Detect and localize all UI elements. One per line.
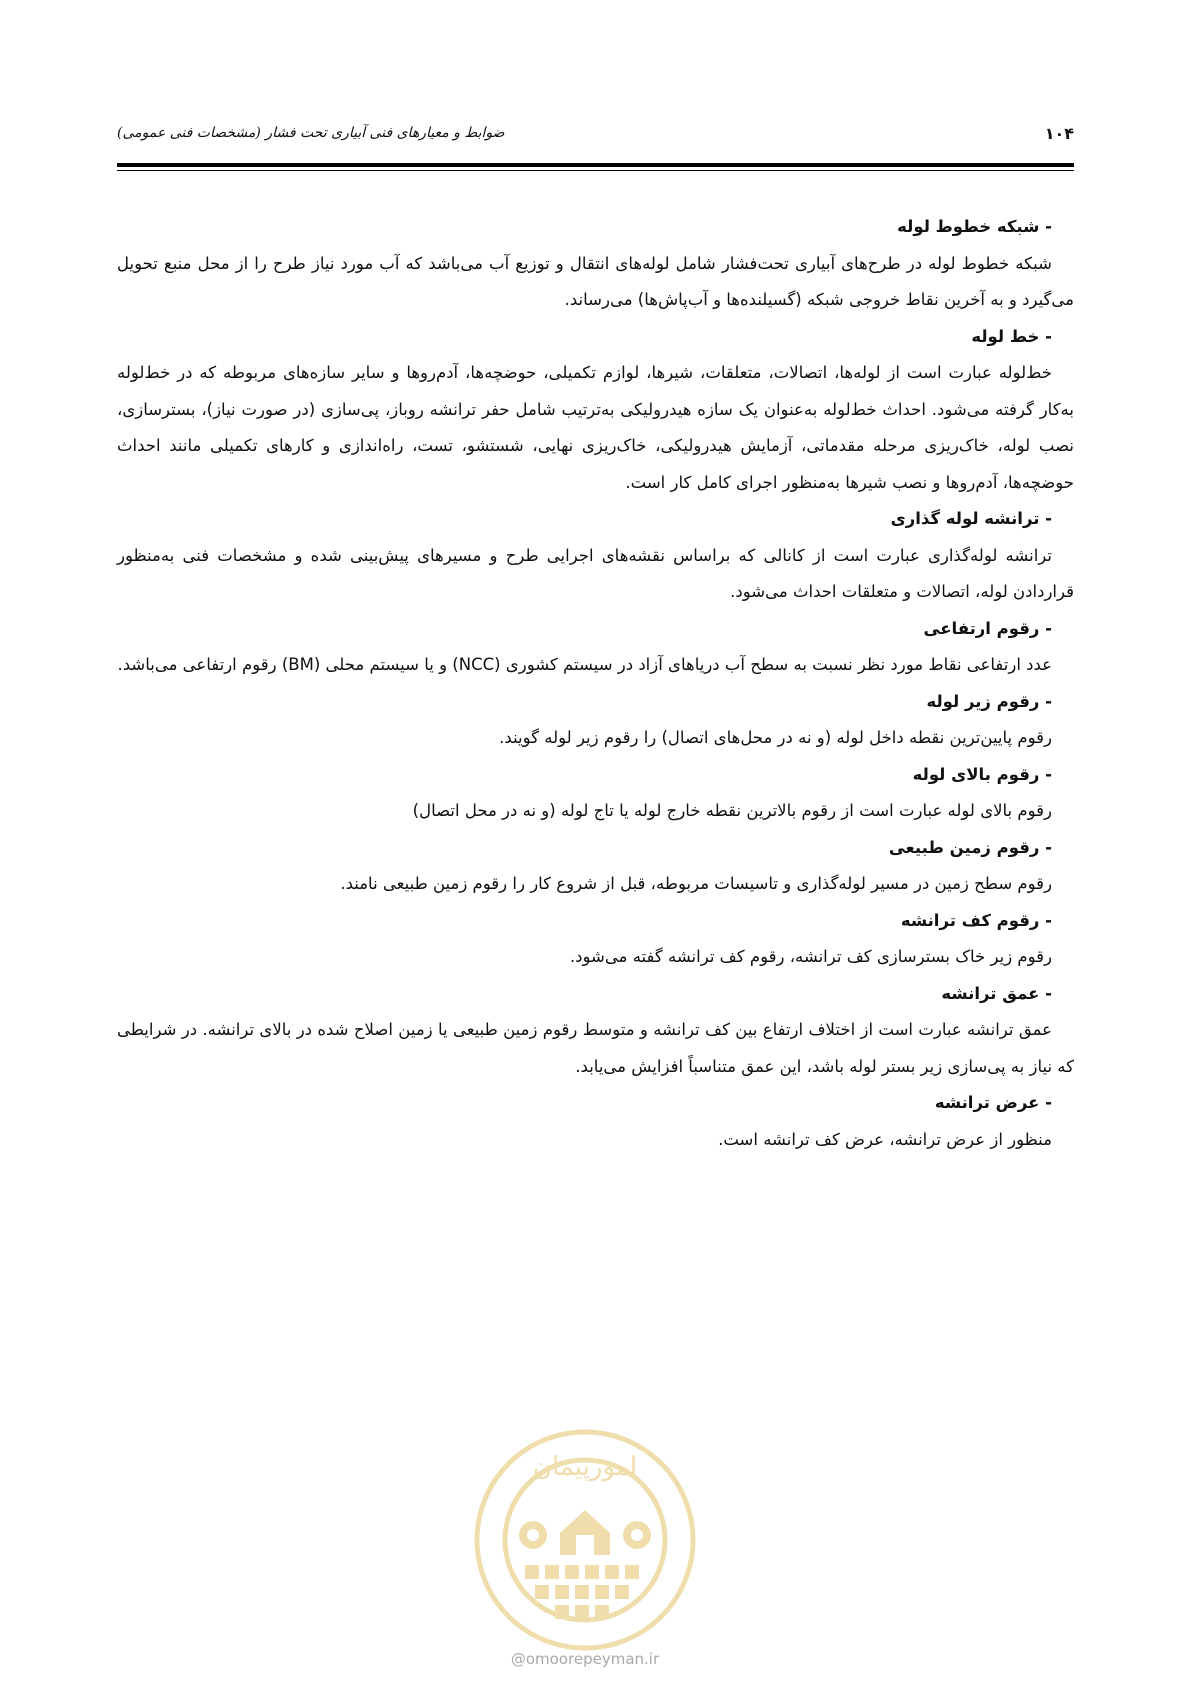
at-sign-icon: @ <box>510 1650 526 1668</box>
section-paragraph: شبکه خطوط لوله در طرح‌های آبیاری تحت‌فشار شامل لوله‌های انتقال و توزیع آب می‌باشد که آب مورد نیاز طرح را از محل منبع تحویل می‌گیرد و به آخرین نقاط خروجی شبکه (گسیلنده‌ها و آب‌پاش‌ها) می‌رساند. <box>117 253 1074 309</box>
header-rule-thin <box>117 170 1074 171</box>
watermark-site-text: omoorepeyman.ir <box>525 1650 660 1668</box>
section-paragraph: رقوم سطح زمین در مسیر لوله‌گذاری و تاسیسات مربوطه، قبل از شروع کار را رقوم زمین طبیعی نامند. <box>340 874 1052 893</box>
document-body <box>117 209 1074 1158</box>
section-heading: - رقوم زمین طبیعی <box>888 837 1052 857</box>
section-paragraph: عدد ارتفاعی نقاط مورد نظر نسبت به سطح آب دریاهای آزاد در سیستم کشوری (NCC) و یا سیستم محلی (BM) رقوم ارتفاعی می‌باشد. <box>117 655 1052 674</box>
watermark-site <box>482 1650 688 1668</box>
section-paragraph: منظور از عرض ترانشه، عرض کف ترانشه است. <box>718 1129 1052 1149</box>
section-heading: - رقوم کف ترانشه <box>900 910 1052 930</box>
section-heading: - ترانشه لوله گذاری <box>890 509 1052 528</box>
running-title: ضوابط و معیارهای فنی آبیاری تحت فشار (مشخصات فنی عمومی) <box>117 125 505 141</box>
section-heading: - خط لوله <box>971 326 1052 346</box>
section-paragraph: خط‌لوله عبارت است از لوله‌ها، اتصالات، متعلقات، شیرها، لوازم تکمیلی، حوضچه‌ها، آدم‌روها و سایر سازه‌های مربوطه که در خط‌لوله به‌کار گرفته می‌شود. احداث خط‌لوله به‌عنوان یک سازه هیدرولیکی به‌ترتیب شامل حفر ترانشه روباز، پی‌سازی (در صورت نیاز)، بسترسازی، نصب لوله، خاک‌ریزی مرحله مقدماتی، آزمایش هیدرولیکی، خاک‌ریزی نهایی، شستشو، تست، راه‌اندازی و کارهای تکمیلی مانند احداث حوضچه‌ها، آدم‌روها و نصب شیرها به‌منظور اجرای کامل کار است. <box>117 363 1074 492</box>
page-header <box>117 118 1074 148</box>
section-heading: - رقوم زیر لوله <box>926 691 1052 711</box>
section-paragraph: رقوم بالای لوله عبارت است از رقوم بالاترین نقطه خارج لوله یا تاج لوله (و نه در محل اتصال) <box>412 801 1052 820</box>
section-paragraph: رقوم پایین‌ترین نقطه داخل لوله (و نه در محل‌های اتصال) را رقوم زیر لوله گویند. <box>499 728 1052 747</box>
section-heading: - رقوم بالای لوله <box>912 764 1052 784</box>
section-paragraph: رقوم زیر خاک بسترسازی کف ترانشه، رقوم کف ترانشه گفته می‌شود. <box>569 947 1052 966</box>
section-heading: - عرض ترانشه <box>934 1093 1052 1112</box>
watermark-logo-text: امورپیمان <box>532 1452 638 1482</box>
section-heading: - رقوم ارتفاعی <box>923 618 1052 638</box>
page-number: ۱۰۴ <box>1044 124 1074 143</box>
section-paragraph: عمق ترانشه عبارت است از اختلاف ارتفاع بین کف ترانشه و متوسط رقوم زمین طبیعی یا زمین اصلاح شده در بالای ترانشه. در شرایطی که نیاز به پی‌سازی زیر بستر لوله باشد، این عمق متناسباً افزایش می‌یابد. <box>117 1020 1074 1076</box>
section-heading: - شبکه خطوط لوله <box>897 217 1052 236</box>
section-paragraph: ترانشه لوله‌گذاری عبارت است از کانالی که براساس نقشه‌های اجرایی طرح و مسیرهای پیش‌بینی شده و مشخصات فنی به‌منظور قراردادن لوله، اتصالات و متعلقات احداث می‌شود. <box>117 545 1074 601</box>
section-heading: - عمق ترانشه <box>941 983 1052 1003</box>
header-rule-thick <box>117 163 1074 167</box>
watermark-logo <box>463 1415 708 1665</box>
